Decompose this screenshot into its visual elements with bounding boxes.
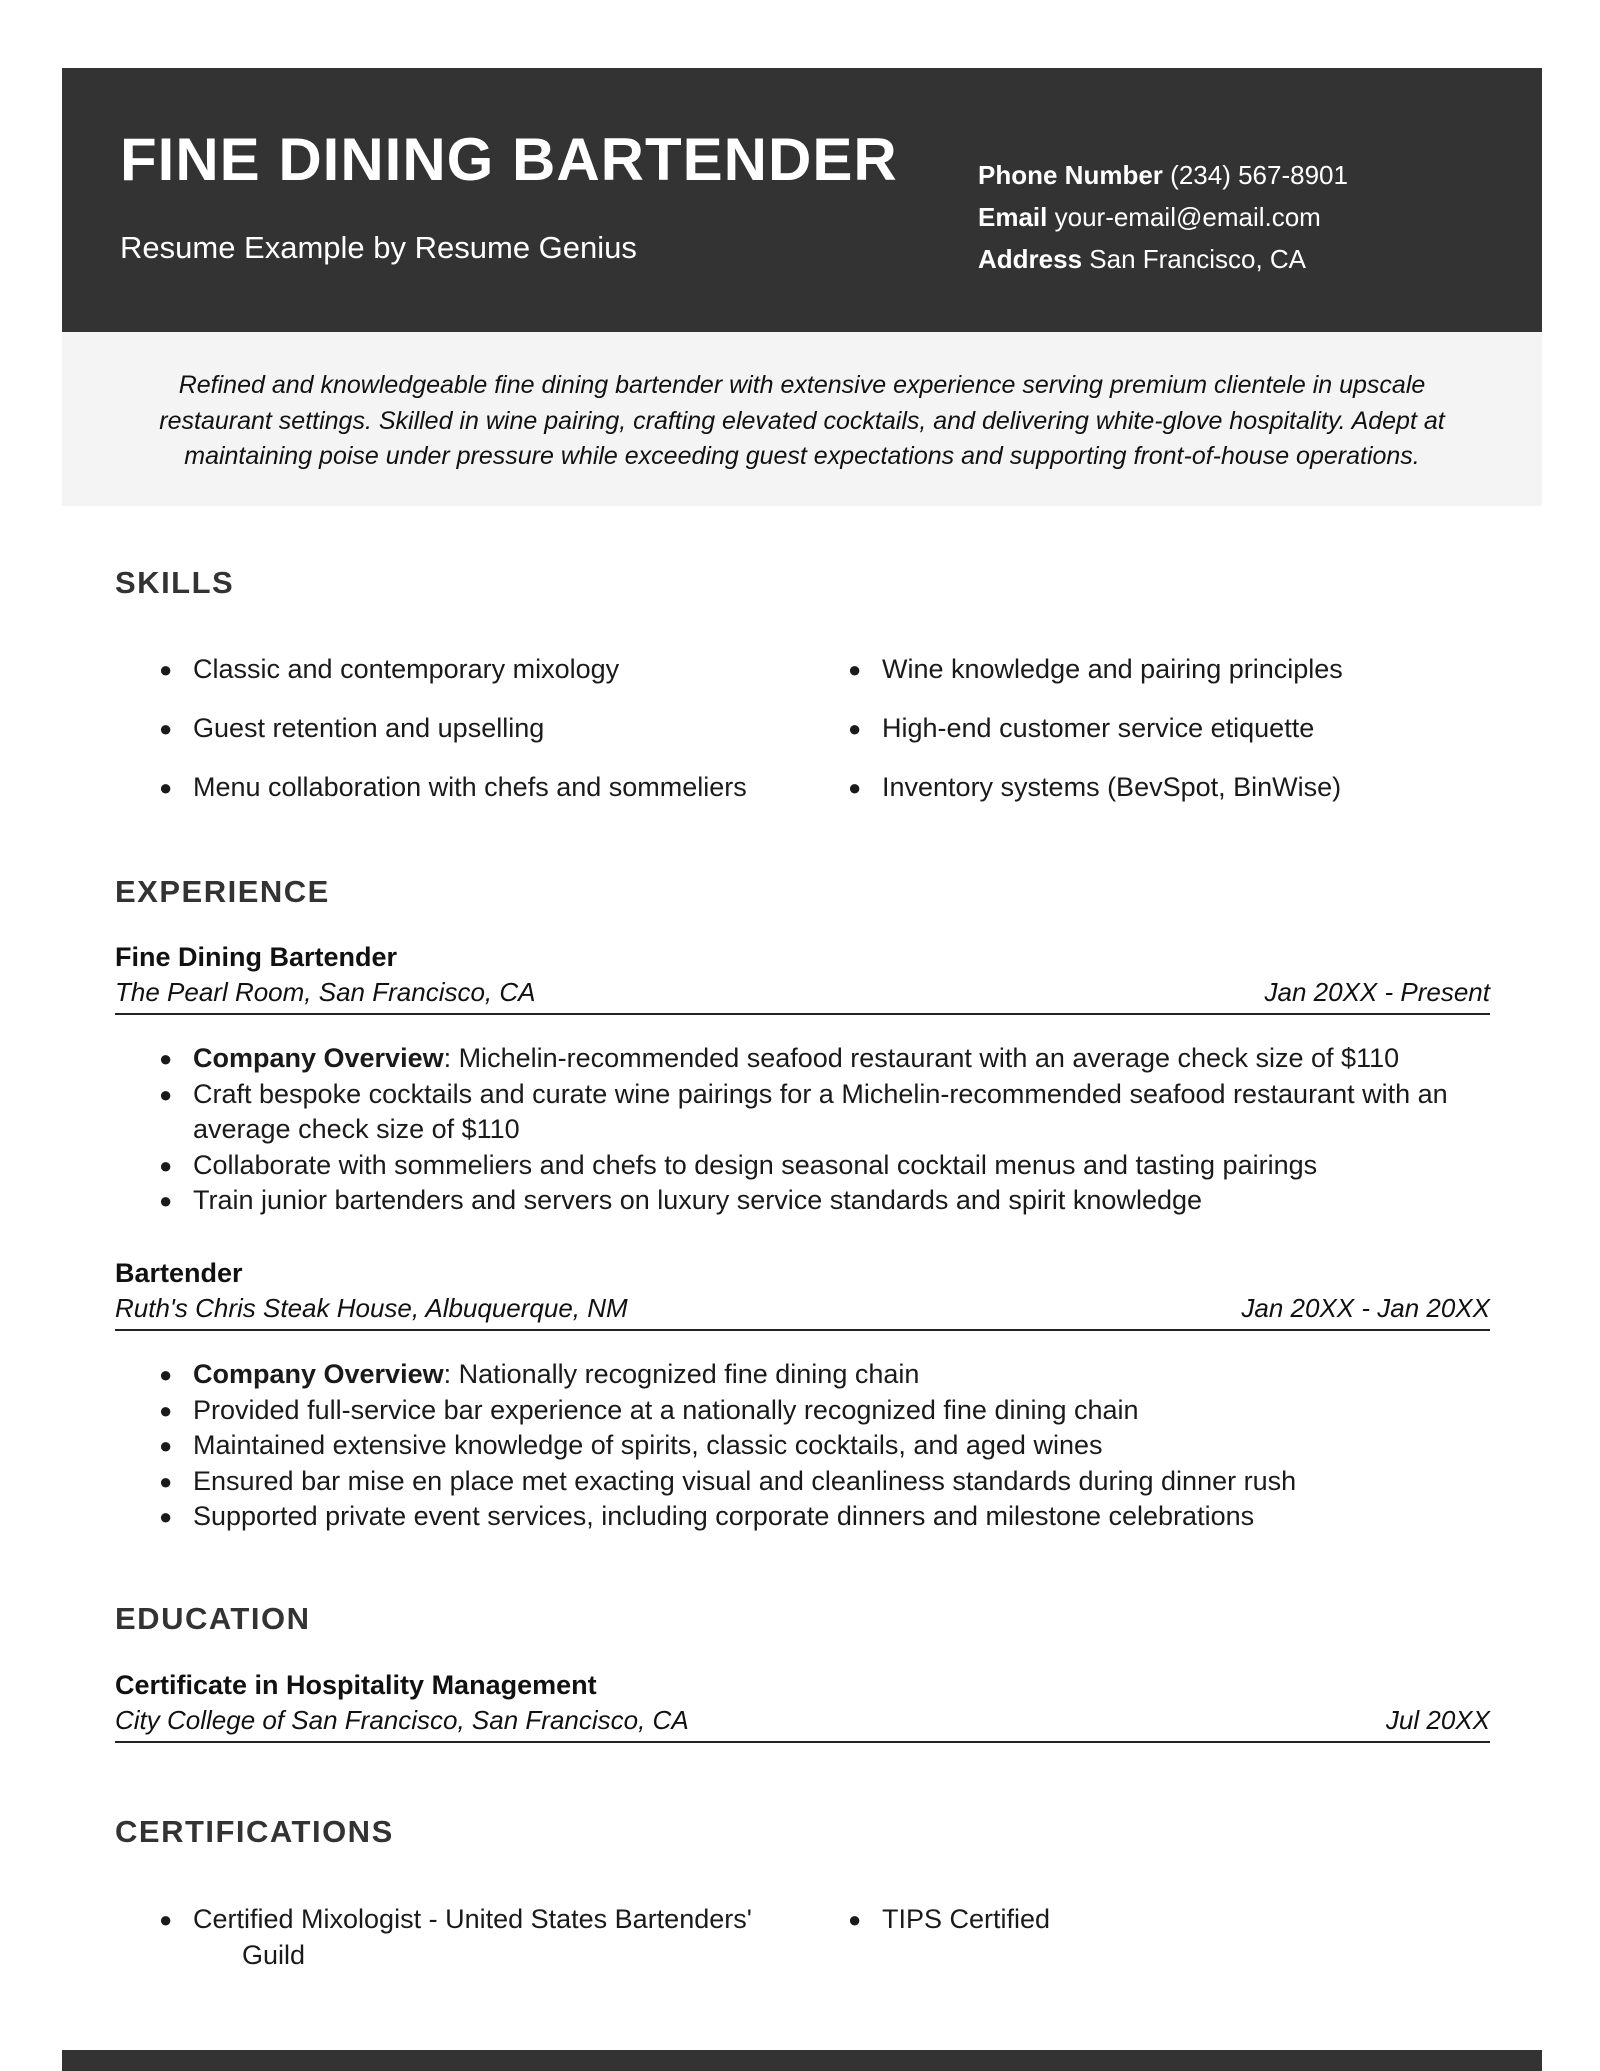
experience-heading: EXPERIENCE — [115, 874, 330, 909]
bullet-text: Train junior bartenders and servers on luxury service standards and spirit knowledge — [193, 1185, 1203, 1215]
footer-bar — [62, 2050, 1542, 2071]
skill-item — [159, 772, 747, 802]
skill-item — [159, 713, 545, 743]
email-value: your-email@email.com — [1054, 202, 1321, 232]
phone-label: Phone Number — [978, 160, 1163, 190]
bullet-text: Collaborate with sommeliers and chefs to design seasonal cocktail menus and tasting pairings — [193, 1149, 1318, 1180]
bullet-icon: ● — [159, 1433, 173, 1458]
bullet-icon: ● — [159, 1468, 173, 1494]
email-label: Email — [978, 202, 1048, 232]
contact-email — [978, 196, 1348, 238]
list-item — [159, 1464, 1493, 1500]
skill-item — [159, 654, 620, 684]
address-value: San Francisco, CA — [1089, 244, 1307, 274]
bullet-icon: ● — [159, 1188, 173, 1213]
overview-label: Company Overview — [193, 1043, 444, 1073]
list-item — [159, 1499, 1493, 1535]
list-item — [159, 1357, 1493, 1393]
skill-text: Inventory systems (BevSpot, BinWise) — [882, 772, 1342, 802]
skill-text: High-end customer service etiquette — [882, 713, 1315, 743]
list-item — [159, 1041, 1493, 1077]
job-meta — [115, 1295, 1490, 1331]
overview-text: : Nationally recognized fine dining chain — [443, 1359, 920, 1389]
bullet-icon: ● — [848, 1907, 862, 1932]
skills-heading: SKILLS — [115, 565, 235, 600]
job-dates: Jan 20XX - Present — [1264, 977, 1490, 1007]
job-bullets — [159, 1041, 1493, 1219]
job-employer: Ruth's Chris Steak House, Albuquerque, NM — [115, 1293, 628, 1323]
bullet-icon: ● — [159, 1397, 173, 1423]
phone-value: (234) 567-8901 — [1170, 160, 1348, 190]
list-item — [159, 1183, 1493, 1219]
bullet-text: Craft bespoke cocktails and curate wine pairings for a Michelin-recommended seafood restaurant with an average check size of $110 — [193, 1078, 1448, 1144]
list-item — [159, 1077, 1493, 1148]
job-title: Fine Dining Bartender — [115, 942, 398, 972]
skill-text: Menu collaboration with chefs and sommeliers — [193, 772, 747, 802]
certifications-heading: CERTIFICATIONS — [115, 1814, 394, 1849]
education-heading: EDUCATION — [115, 1601, 311, 1636]
certification-item-continued — [242, 1942, 305, 1969]
education-meta — [115, 1707, 1490, 1743]
resume-tagline: Resume Example by Resume Genius — [120, 230, 637, 265]
school-name: City College of San Francisco, San Francisco, CA — [115, 1705, 689, 1735]
contact-phone — [978, 154, 1348, 196]
address-label: Address — [978, 244, 1083, 274]
skill-text: Classic and contemporary mixology — [193, 654, 620, 684]
bullet-icon: ● — [159, 1362, 173, 1387]
bullet-icon: ● — [159, 1152, 173, 1178]
list-item — [159, 1428, 1493, 1464]
certification-text: Certified Mixologist - United States Bartenders' — [193, 1904, 752, 1934]
list-item — [159, 1148, 1493, 1184]
skill-item — [848, 713, 1315, 743]
job-meta — [115, 979, 1490, 1015]
certification-text: Guild — [242, 1940, 306, 1970]
graduation-date: Jul 20XX — [1385, 1705, 1490, 1735]
certification-item — [159, 1904, 752, 1934]
bullet-icon: ● — [848, 775, 862, 800]
list-item — [159, 1393, 1493, 1429]
certification-text: TIPS Certified — [882, 1904, 1051, 1934]
bullet-text: Maintained extensive knowledge of spirits, classic cocktails, and aged wines — [193, 1430, 1103, 1460]
bullet-icon: ● — [159, 657, 173, 682]
contact-block — [978, 154, 1348, 280]
job-employer: The Pearl Room, San Francisco, CA — [115, 977, 536, 1007]
bullet-text: Supported private event services, including corporate dinners and milestone celebrations — [193, 1501, 1255, 1531]
job-title: Bartender — [115, 1258, 243, 1288]
bullet-icon: ● — [159, 1081, 173, 1107]
skill-text: Wine knowledge and pairing principles — [882, 654, 1343, 684]
professional-summary: Refined and knowledgeable fine dining bartender with extensive experience serving premium clientele in upscale restaurant settings. Skilled in wine pairing, crafting elevated cocktails, and delivering white-glove hospitality. Adept at maintaining poise under pressure while exceeding guest expectations and supporting front-of-house operations. — [62, 332, 1542, 506]
contact-address — [978, 238, 1348, 280]
bullet-icon: ● — [159, 775, 173, 800]
certification-item — [848, 1904, 1051, 1934]
bullet-icon: ● — [159, 716, 173, 741]
candidate-name: FINE DINING BARTENDER — [120, 126, 898, 193]
bullet-text: Provided full-service bar experience at a nationally recognized fine dining chain — [193, 1394, 1139, 1425]
bullet-icon: ● — [159, 1907, 173, 1932]
degree-title: Certificate in Hospitality Management — [115, 1670, 597, 1700]
skill-item — [848, 772, 1342, 802]
bullet-icon: ● — [159, 1046, 173, 1071]
bullet-icon: ● — [848, 716, 862, 741]
bullet-text: Ensured bar mise en place met exacting visual and cleanliness standards during dinner rush — [193, 1465, 1297, 1496]
bullet-icon: ● — [848, 657, 862, 682]
overview-text: : Michelin-recommended seafood restaurant with an average check size of $110 — [443, 1043, 1400, 1073]
skill-text: Guest retention and upselling — [193, 713, 545, 743]
resume-header — [62, 68, 1542, 332]
skill-item — [848, 654, 1343, 684]
overview-label: Company Overview — [193, 1359, 444, 1389]
bullet-icon: ● — [159, 1504, 173, 1529]
job-dates: Jan 20XX - Jan 20XX — [1241, 1293, 1490, 1323]
job-bullets — [159, 1357, 1493, 1535]
